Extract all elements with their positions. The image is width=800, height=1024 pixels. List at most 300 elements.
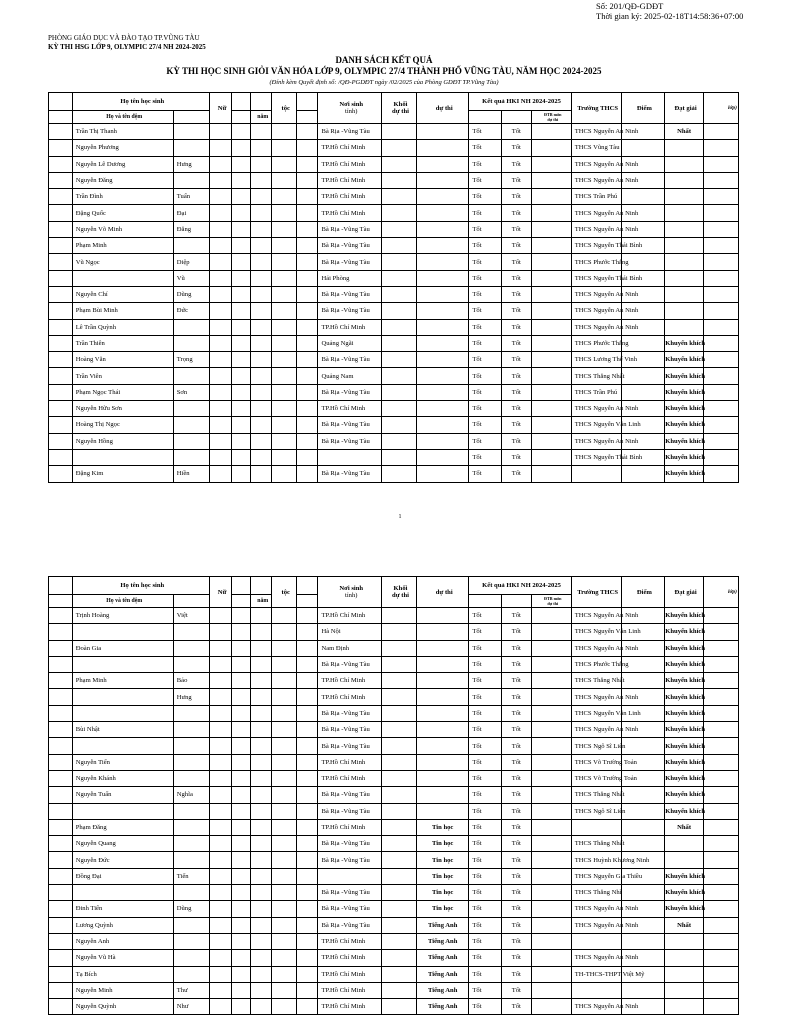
school-name: THCS Nguyễn An Ninh xyxy=(571,205,621,221)
conduct-grade: Tốt xyxy=(469,140,501,156)
student-family-name: Phạm Đăng xyxy=(72,819,173,835)
conduct-grade: Tốt xyxy=(469,819,501,835)
academic-grade: Tốt xyxy=(501,933,531,949)
table-row xyxy=(49,303,739,319)
exam-subject xyxy=(416,640,468,656)
award xyxy=(665,286,704,302)
conduct-grade: Tốt xyxy=(469,466,501,482)
student-given-name xyxy=(173,319,209,335)
exam-subject xyxy=(416,401,468,417)
academic-grade: Tốt xyxy=(501,384,531,400)
school-name xyxy=(571,466,621,482)
student-family-name: Nguyễn Lê Dương xyxy=(72,156,173,172)
table-row xyxy=(49,466,739,482)
birth-place: TP.Hồ Chí Minh xyxy=(318,819,382,835)
exam-subject xyxy=(416,189,468,205)
award: Khuyến khích xyxy=(665,705,704,721)
birth-place: Nam Định xyxy=(318,640,382,656)
student-given-name xyxy=(173,335,209,351)
award xyxy=(665,933,704,949)
school-name: THCS Nguyễn An Ninh xyxy=(571,433,621,449)
table-row xyxy=(49,124,739,140)
conduct-grade: Tốt xyxy=(469,722,501,738)
award: Khuyến khích xyxy=(665,673,704,689)
conduct-grade: Tốt xyxy=(469,917,501,933)
academic-grade: Tốt xyxy=(501,836,531,852)
academic-grade: Tốt xyxy=(501,433,531,449)
col-diem: Điểm xyxy=(621,93,665,124)
school-name: THCS Nguyễn An Ninh xyxy=(571,608,621,624)
table-row xyxy=(49,156,739,172)
student-family-name: Nguyễn Đức xyxy=(72,852,173,868)
academic-grade: Tốt xyxy=(501,689,531,705)
academic-grade: Tốt xyxy=(501,852,531,868)
student-family-name: Nguyễn Tuấn xyxy=(72,787,173,803)
exam-subject xyxy=(416,352,468,368)
student-given-name xyxy=(173,140,209,156)
col-ket-qua: Kết quả HKI NH 2024-2025 xyxy=(469,93,571,111)
birth-place: Bà Rịa -Vũng Tàu xyxy=(318,901,382,917)
table-row xyxy=(49,982,739,998)
conduct-grade: Tốt xyxy=(469,836,501,852)
document-header-left xyxy=(48,34,206,52)
conduct-grade: Tốt xyxy=(469,156,501,172)
conduct-grade: Tốt xyxy=(469,803,501,819)
academic-grade: Tốt xyxy=(501,221,531,237)
school-name: THCS Nguyễn An Ninh xyxy=(571,917,621,933)
academic-grade: Tốt xyxy=(501,156,531,172)
exam-subject: Tiếng Anh xyxy=(416,917,468,933)
student-family-name: Trần Thiên xyxy=(72,335,173,351)
student-family-name: Nguyễn Quỳnh xyxy=(72,999,173,1015)
conduct-grade: Tốt xyxy=(469,221,501,237)
school-name: THCS Nguyễn An Ninh xyxy=(571,221,621,237)
academic-grade: Tốt xyxy=(501,189,531,205)
award: Nhất xyxy=(665,124,704,140)
school-name: THCS Trần Phú xyxy=(571,384,621,400)
academic-grade: Tốt xyxy=(501,705,531,721)
school-name: TH-THCS-THPT Việt Mỹ xyxy=(571,966,621,982)
award xyxy=(665,270,704,286)
birth-place: Bà Rịa -Vũng Tàu xyxy=(318,124,382,140)
student-family-name: Nguyễn Khánh xyxy=(72,770,173,786)
table-row xyxy=(49,836,739,852)
conduct-grade: Tốt xyxy=(469,303,501,319)
birth-place: Bà Rịa -Vũng Tàu xyxy=(318,352,382,368)
birth-place: TP.Hồ Chí Minh xyxy=(318,319,382,335)
student-family-name: Vũ Ngọc xyxy=(72,254,173,270)
student-given-name xyxy=(173,836,209,852)
school-name: THCS Nguyễn Văn Linh xyxy=(571,624,621,640)
award: Khuyến khích xyxy=(665,722,704,738)
student-given-name xyxy=(173,738,209,754)
award: Khuyến khích xyxy=(665,885,704,901)
student-family-name: Đồng Đại xyxy=(72,868,173,884)
award: Khuyến khích xyxy=(665,608,704,624)
award: Nhất xyxy=(665,819,704,835)
col-nam: năm xyxy=(251,595,272,608)
results-table-page2 xyxy=(48,576,739,1015)
academic-grade: Tốt xyxy=(501,270,531,286)
award xyxy=(665,205,704,221)
table-row xyxy=(49,205,739,221)
decision-number: Số: 201/QĐ-GDĐT xyxy=(596,1,664,11)
conduct-grade: Tốt xyxy=(469,885,501,901)
academic-grade: Tốt xyxy=(501,140,531,156)
col-noi-sinh: Nơi sinh tỉnh) xyxy=(318,577,382,608)
birth-place: TP.Hồ Chí Minh xyxy=(318,401,382,417)
award: Khuyến khích xyxy=(665,770,704,786)
academic-grade: Tốt xyxy=(501,238,531,254)
table-row xyxy=(49,754,739,770)
table-row xyxy=(49,933,739,949)
table-row xyxy=(49,656,739,672)
student-given-name: Vũ xyxy=(173,270,209,286)
col-toc: tộc xyxy=(272,93,297,124)
conduct-grade: Tốt xyxy=(469,417,501,433)
birth-place: Bà Rịa -Vũng Tàu xyxy=(318,384,382,400)
student-given-name xyxy=(173,770,209,786)
attachment-note: (Đính kèm Quyết định số: /QĐ-PGDĐT ngày /02/2025 của Phòng GDĐT TP.Vũng Tàu) xyxy=(269,79,499,86)
exam-subject xyxy=(416,140,468,156)
exam-subject xyxy=(416,238,468,254)
conduct-grade: Tốt xyxy=(469,982,501,998)
student-family-name: Trịnh Hoàng xyxy=(72,608,173,624)
table-row xyxy=(49,705,739,721)
exam-subject xyxy=(416,787,468,803)
birth-place: TP.Hồ Chí Minh xyxy=(318,156,382,172)
student-family-name: Đặng Quốc xyxy=(72,205,173,221)
student-family-name: Nguyễn Anh xyxy=(72,933,173,949)
conduct-grade: Tốt xyxy=(469,689,501,705)
birth-place: Bà Rịa -Vũng Tàu xyxy=(318,238,382,254)
conduct-grade: Tốt xyxy=(469,335,501,351)
table-row xyxy=(49,319,739,335)
school-name: THCS Nguyễn An Ninh xyxy=(571,640,621,656)
exam-subject xyxy=(416,466,468,482)
student-family-name: Nguyễn Hữu Sơn xyxy=(72,401,173,417)
col-dtb: ĐTB môn dự thi xyxy=(531,595,571,608)
student-family-name: Nguyễn Đăng xyxy=(72,172,173,188)
academic-grade: Tốt xyxy=(501,722,531,738)
student-given-name: Việt xyxy=(173,608,209,624)
table-row xyxy=(49,999,739,1015)
academic-grade: Tốt xyxy=(501,999,531,1015)
academic-grade: Tốt xyxy=(501,352,531,368)
award: Khuyến khích xyxy=(665,466,704,482)
student-given-name xyxy=(173,852,209,868)
table-row xyxy=(49,238,739,254)
student-given-name xyxy=(173,917,209,933)
table-row xyxy=(49,868,739,884)
award: Khuyến khích xyxy=(665,417,704,433)
exam-subject: Tin học xyxy=(416,836,468,852)
exam-subject: Tin học xyxy=(416,885,468,901)
student-family-name: Nguyễn Tiến xyxy=(72,754,173,770)
col-ho-ten: Họ tên học sinh xyxy=(72,577,209,595)
exam-subject xyxy=(416,754,468,770)
student-given-name xyxy=(173,368,209,384)
exam-subject xyxy=(416,608,468,624)
birth-place: Bà Rịa -Vũng Tàu xyxy=(318,254,382,270)
student-family-name xyxy=(72,656,173,672)
exam-subject: Tin học xyxy=(416,852,468,868)
award: Khuyến khích xyxy=(665,384,704,400)
academic-grade: Tốt xyxy=(501,787,531,803)
student-given-name: Tiến xyxy=(173,868,209,884)
school-name: THCS Nguyễn An Ninh xyxy=(571,999,621,1015)
student-given-name xyxy=(173,933,209,949)
school-name: THCS Vũng Tàu xyxy=(571,140,621,156)
student-family-name xyxy=(72,270,173,286)
birth-place xyxy=(318,449,382,465)
student-given-name xyxy=(173,624,209,640)
birth-place: Bà Rịa -Vũng Tàu xyxy=(318,885,382,901)
award xyxy=(665,966,704,982)
birth-place: Bà Rịa -Vũng Tàu xyxy=(318,286,382,302)
student-family-name: Nguyễn Phương xyxy=(72,140,173,156)
birth-place: TP.Hồ Chí Minh xyxy=(318,172,382,188)
academic-grade: Tốt xyxy=(501,868,531,884)
academic-grade: Tốt xyxy=(501,205,531,221)
award xyxy=(665,172,704,188)
school-name: THCS Nguyễn An Ninh xyxy=(571,401,621,417)
exam-subject: Tin học xyxy=(416,868,468,884)
award xyxy=(665,999,704,1015)
student-family-name: Trần Thị Thanh xyxy=(72,124,173,140)
academic-grade: Tốt xyxy=(501,640,531,656)
table-row xyxy=(49,270,739,286)
award: Khuyến khích xyxy=(665,689,704,705)
col-nam: năm xyxy=(251,111,272,124)
birth-place: TP.Hồ Chí Minh xyxy=(318,673,382,689)
exam-subject xyxy=(416,722,468,738)
conduct-grade: Tốt xyxy=(469,624,501,640)
academic-grade: Tốt xyxy=(501,466,531,482)
table-row xyxy=(49,624,739,640)
birth-place: Bà Rịa -Vũng Tàu xyxy=(318,852,382,868)
conduct-grade: Tốt xyxy=(469,254,501,270)
student-family-name: Tạ Bích xyxy=(72,966,173,982)
col-ho-dem: Họ và tên đệm xyxy=(72,595,173,608)
conduct-grade: Tốt xyxy=(469,966,501,982)
exam-subject xyxy=(416,124,468,140)
conduct-grade: Tốt xyxy=(469,770,501,786)
col-lop: lớp) xyxy=(703,93,738,124)
student-given-name xyxy=(173,172,209,188)
school-name: THCS Nguyễn An Ninh xyxy=(571,156,621,172)
school-name: THCS Nguyễn Văn Linh xyxy=(571,417,621,433)
conduct-grade: Tốt xyxy=(469,286,501,302)
birth-place: TP.Hồ Chí Minh xyxy=(318,689,382,705)
student-given-name xyxy=(173,950,209,966)
exam-subject xyxy=(416,673,468,689)
conduct-grade: Tốt xyxy=(469,608,501,624)
conduct-grade: Tốt xyxy=(469,868,501,884)
exam-subject: Tiếng Anh xyxy=(416,950,468,966)
table-row xyxy=(49,254,739,270)
student-given-name xyxy=(173,401,209,417)
exam-subject xyxy=(416,303,468,319)
exam-subject: Tiếng Anh xyxy=(416,933,468,949)
table-row xyxy=(49,189,739,205)
academic-grade: Tốt xyxy=(501,401,531,417)
table-row xyxy=(49,689,739,705)
col-du-thi: dự thi xyxy=(416,93,468,124)
table-row xyxy=(49,286,739,302)
conduct-grade: Tốt xyxy=(469,933,501,949)
academic-grade: Tốt xyxy=(501,303,531,319)
birth-place: TP.Hồ Chí Minh xyxy=(318,982,382,998)
conduct-grade: Tốt xyxy=(469,124,501,140)
table-row xyxy=(49,966,739,982)
student-given-name: Hưng xyxy=(173,689,209,705)
exam-subject: Tiếng Anh xyxy=(416,982,468,998)
col-dat-giai: Đạt giải xyxy=(665,93,704,124)
student-family-name: Hoàng Văn xyxy=(72,352,173,368)
school-name: THCS Nguyễn An Ninh xyxy=(571,172,621,188)
col-nu: Nữ xyxy=(209,93,231,124)
table-row xyxy=(49,819,739,835)
student-given-name: Tuấn xyxy=(173,189,209,205)
school-name: THCS Lương Thế Vinh xyxy=(571,352,621,368)
academic-grade: Tốt xyxy=(501,656,531,672)
exam-subject xyxy=(416,286,468,302)
table-row xyxy=(49,673,739,689)
table-row xyxy=(49,368,739,384)
conduct-grade: Tốt xyxy=(469,270,501,286)
exam-subject xyxy=(416,319,468,335)
student-given-name: Đại xyxy=(173,205,209,221)
student-family-name xyxy=(72,705,173,721)
col-ho-dem: Họ và tên đệm xyxy=(72,111,173,124)
conduct-grade: Tốt xyxy=(469,368,501,384)
school-name: THCS Nguyễn Thái Bình xyxy=(571,238,621,254)
results-table-page1 xyxy=(48,92,739,483)
academic-grade: Tốt xyxy=(501,124,531,140)
exam-subject: Tin học xyxy=(416,819,468,835)
birth-place: Bà Rịa -Vũng Tàu xyxy=(318,917,382,933)
exam-subject: Tiếng Anh xyxy=(416,966,468,982)
academic-grade: Tốt xyxy=(501,754,531,770)
school-name: THCS Nguyễn An Ninh xyxy=(571,124,621,140)
award xyxy=(665,254,704,270)
school-name: THCS Nguyễn An Ninh xyxy=(571,319,621,335)
birth-place: Bà Rịa -Vũng Tàu xyxy=(318,466,382,482)
table-row xyxy=(49,901,739,917)
school-name: THCS Nguyễn Thái Bình xyxy=(571,449,621,465)
birth-place: Bà Rịa -Vũng Tàu xyxy=(318,656,382,672)
award xyxy=(665,303,704,319)
school-name: THCS Ngô Sĩ Liên xyxy=(571,803,621,819)
award xyxy=(665,140,704,156)
student-family-name: Đinh Tiến xyxy=(72,901,173,917)
student-family-name: Bùi Nhật xyxy=(72,722,173,738)
award: Khuyến khích xyxy=(665,754,704,770)
exam-subject xyxy=(416,656,468,672)
school-name: THCS Nguyễn An Ninh xyxy=(571,286,621,302)
academic-grade: Tốt xyxy=(501,608,531,624)
birth-place: Hải Phòng xyxy=(318,270,382,286)
birth-place: TP.Hồ Chí Minh xyxy=(318,770,382,786)
academic-grade: Tốt xyxy=(501,770,531,786)
conduct-grade: Tốt xyxy=(469,738,501,754)
student-given-name xyxy=(173,433,209,449)
academic-grade: Tốt xyxy=(501,286,531,302)
conduct-grade: Tốt xyxy=(469,852,501,868)
student-given-name xyxy=(173,754,209,770)
academic-grade: Tốt xyxy=(501,172,531,188)
school-name: THCS Nguyễn Thái Bình xyxy=(571,270,621,286)
birth-place: TP.Hồ Chí Minh xyxy=(318,754,382,770)
school-name: THCS Phước Thắng xyxy=(571,656,621,672)
col-khoi: Khối dự thi xyxy=(382,577,417,608)
academic-grade: Tốt xyxy=(501,917,531,933)
award xyxy=(665,156,704,172)
student-given-name: Thư xyxy=(173,982,209,998)
student-family-name: Nguyễn Hồng xyxy=(72,433,173,449)
student-family-name: Phạm Bùi Minh xyxy=(72,303,173,319)
school-name: THCS Nguyễn An Ninh xyxy=(571,303,621,319)
col-diem: Điểm xyxy=(621,577,665,608)
academic-grade: Tốt xyxy=(501,449,531,465)
student-family-name: Nguyễn Chí xyxy=(72,286,173,302)
table-row xyxy=(49,335,739,351)
school-name: THCS Võ Trường Toản xyxy=(571,770,621,786)
academic-grade: Tốt xyxy=(501,335,531,351)
student-given-name: Dũng xyxy=(173,286,209,302)
conduct-grade: Tốt xyxy=(469,205,501,221)
award xyxy=(665,189,704,205)
academic-grade: Tốt xyxy=(501,738,531,754)
col-dtb: ĐTB môn dự thi xyxy=(531,111,571,124)
award: Khuyến khích xyxy=(665,335,704,351)
table-row xyxy=(49,401,739,417)
table-row xyxy=(49,640,739,656)
student-given-name xyxy=(173,722,209,738)
school-name: THCS Ngô Sĩ Liên xyxy=(571,738,621,754)
award: Khuyến khích xyxy=(665,433,704,449)
academic-grade: Tốt xyxy=(501,901,531,917)
conduct-grade: Tốt xyxy=(469,401,501,417)
student-family-name xyxy=(72,624,173,640)
academic-grade: Tốt xyxy=(501,982,531,998)
birth-place: Bà Rịa -Vũng Tàu xyxy=(318,836,382,852)
table-row xyxy=(49,417,739,433)
col-khoi: Khối dự thi xyxy=(382,93,417,124)
exam-subject xyxy=(416,270,468,286)
academic-grade: Tốt xyxy=(501,368,531,384)
student-given-name xyxy=(173,417,209,433)
academic-grade: Tốt xyxy=(501,885,531,901)
student-given-name xyxy=(173,238,209,254)
col-ket-qua: Kết quả HKI NH 2024-2025 xyxy=(469,577,571,595)
exam-subject: Tin học xyxy=(416,901,468,917)
birth-place: Bà Rịa -Vũng Tàu xyxy=(318,787,382,803)
student-given-name: Như xyxy=(173,999,209,1015)
conduct-grade: Tốt xyxy=(469,433,501,449)
col-nu: Nữ xyxy=(209,577,231,608)
exam-subject xyxy=(416,205,468,221)
conduct-grade: Tốt xyxy=(469,673,501,689)
conduct-grade: Tốt xyxy=(469,172,501,188)
student-family-name xyxy=(72,885,173,901)
table-row xyxy=(49,852,739,868)
col-du-thi: dự thi xyxy=(416,577,468,608)
table-row xyxy=(49,917,739,933)
birth-place: TP.Hồ Chí Minh xyxy=(318,205,382,221)
exam-subject xyxy=(416,689,468,705)
